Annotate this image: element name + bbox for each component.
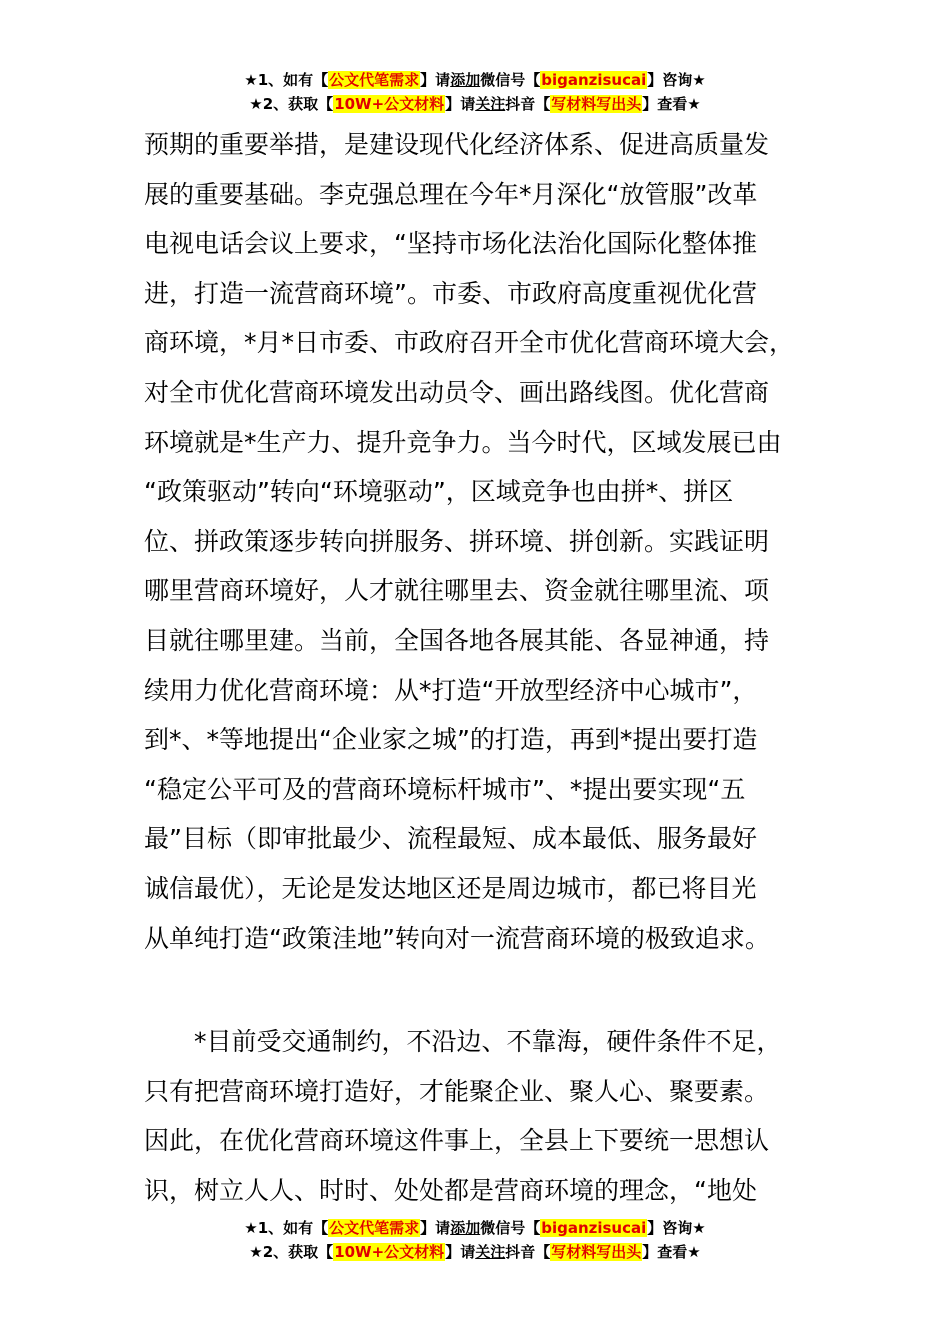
text-line: 对全市优化营商环境发出动员令、画出路线图。优化营商 bbox=[144, 377, 770, 407]
text-line: 预期的重要举措，是建设现代化经济体系、促进高质量发 bbox=[144, 130, 770, 159]
banner-line-1: ★1、如有【公文代笔需求】请添加微信号【biganzisucai】咨询★ bbox=[244, 71, 706, 89]
banner-line-2: ★2、获取【10W+公文材料】请关注抖音【写材料写出头】查看★ bbox=[249, 1243, 701, 1261]
highlight-materials: 10W+公文材料 bbox=[334, 95, 445, 113]
header-banner bbox=[0, 68, 950, 116]
text-line: 识，树立人人、时时、处处都是营商环境的理念，“地处 bbox=[144, 1175, 757, 1205]
text-line: 环境就是*生产力、提升竞争力。当今时代，区域发展已由 bbox=[144, 427, 782, 457]
text-line: “稳定公平可及的营商环境标杆城市”、*提出要实现“五 bbox=[144, 774, 746, 804]
paragraph-1 bbox=[144, 120, 834, 963]
text-line: 到*、*等地提出“企业家之城”的打造，再到*提出要打造 bbox=[144, 725, 758, 755]
text-line: 目就往哪里建。当前，全国各地各展其能、各显神通，持 bbox=[144, 625, 770, 655]
highlight-douyin-id: 写材料写出头 bbox=[551, 1243, 642, 1261]
text-line: 位、拼政策逐步转向拼服务、拼环境、拼创新。实践证明 bbox=[144, 526, 770, 556]
text-line: 因此，在优化营商环境这件事上，全县上下要统一思想认 bbox=[144, 1126, 770, 1156]
highlight-douyin-id: 写材料写出头 bbox=[551, 95, 642, 113]
text-line: 展的重要基础。李克强总理在今年*月深化“放管服”改革 bbox=[144, 179, 758, 209]
text-line: 最”目标（即审批最少、流程最短、成本最低、服务最好 bbox=[144, 824, 757, 854]
highlight-service: 公文代笔需求 bbox=[329, 71, 420, 89]
text-line: 续用力优化营商环境：从*打造“开放型经济中心城市”， bbox=[144, 675, 758, 705]
text-line: 诚信最优），无论是发达地区还是周边城市，都已将目光 bbox=[144, 873, 757, 903]
text-line: “政策驱动”转向“环境驱动”，区域竞争也由拼*、拼区 bbox=[144, 477, 734, 507]
footer-banner bbox=[0, 1216, 950, 1264]
text-line: 商环境，*月*日市委、市政府召开全市优化营商环境大会， bbox=[144, 328, 795, 358]
text-line: 哪里营商环境好，人才就往哪里去、资金就往哪里流、项 bbox=[144, 576, 770, 606]
highlight-wechat-id: biganzisucai bbox=[541, 1219, 647, 1237]
text-line: 只有把营商环境打造好，才能聚企业、聚人心、聚要素。 bbox=[144, 1076, 770, 1106]
banner-line-1: ★1、如有【公文代笔需求】请添加微信号【biganzisucai】咨询★ bbox=[244, 1219, 706, 1237]
text-line: 电视电话会议上要求，“坚持市场化法治化国际化整体推 bbox=[144, 229, 757, 259]
highlight-service: 公文代笔需求 bbox=[329, 1219, 420, 1237]
text-line: 从单纯打造“政策洼地”转向对一流营商环境的极致追求。 bbox=[144, 923, 770, 953]
highlight-materials: 10W+公文材料 bbox=[334, 1243, 445, 1261]
paragraph-2 bbox=[144, 1017, 834, 1215]
highlight-wechat-id: biganzisucai bbox=[541, 71, 647, 89]
banner-line-2: ★2、获取【10W+公文材料】请关注抖音【写材料写出头】查看★ bbox=[249, 95, 701, 113]
text-line: 进，打造一流营商环境”。市委、市政府高度重视优化营 bbox=[144, 278, 757, 308]
text-line: *目前受交通制约，不沿边、不靠海，硬件条件不足， bbox=[144, 1027, 782, 1056]
